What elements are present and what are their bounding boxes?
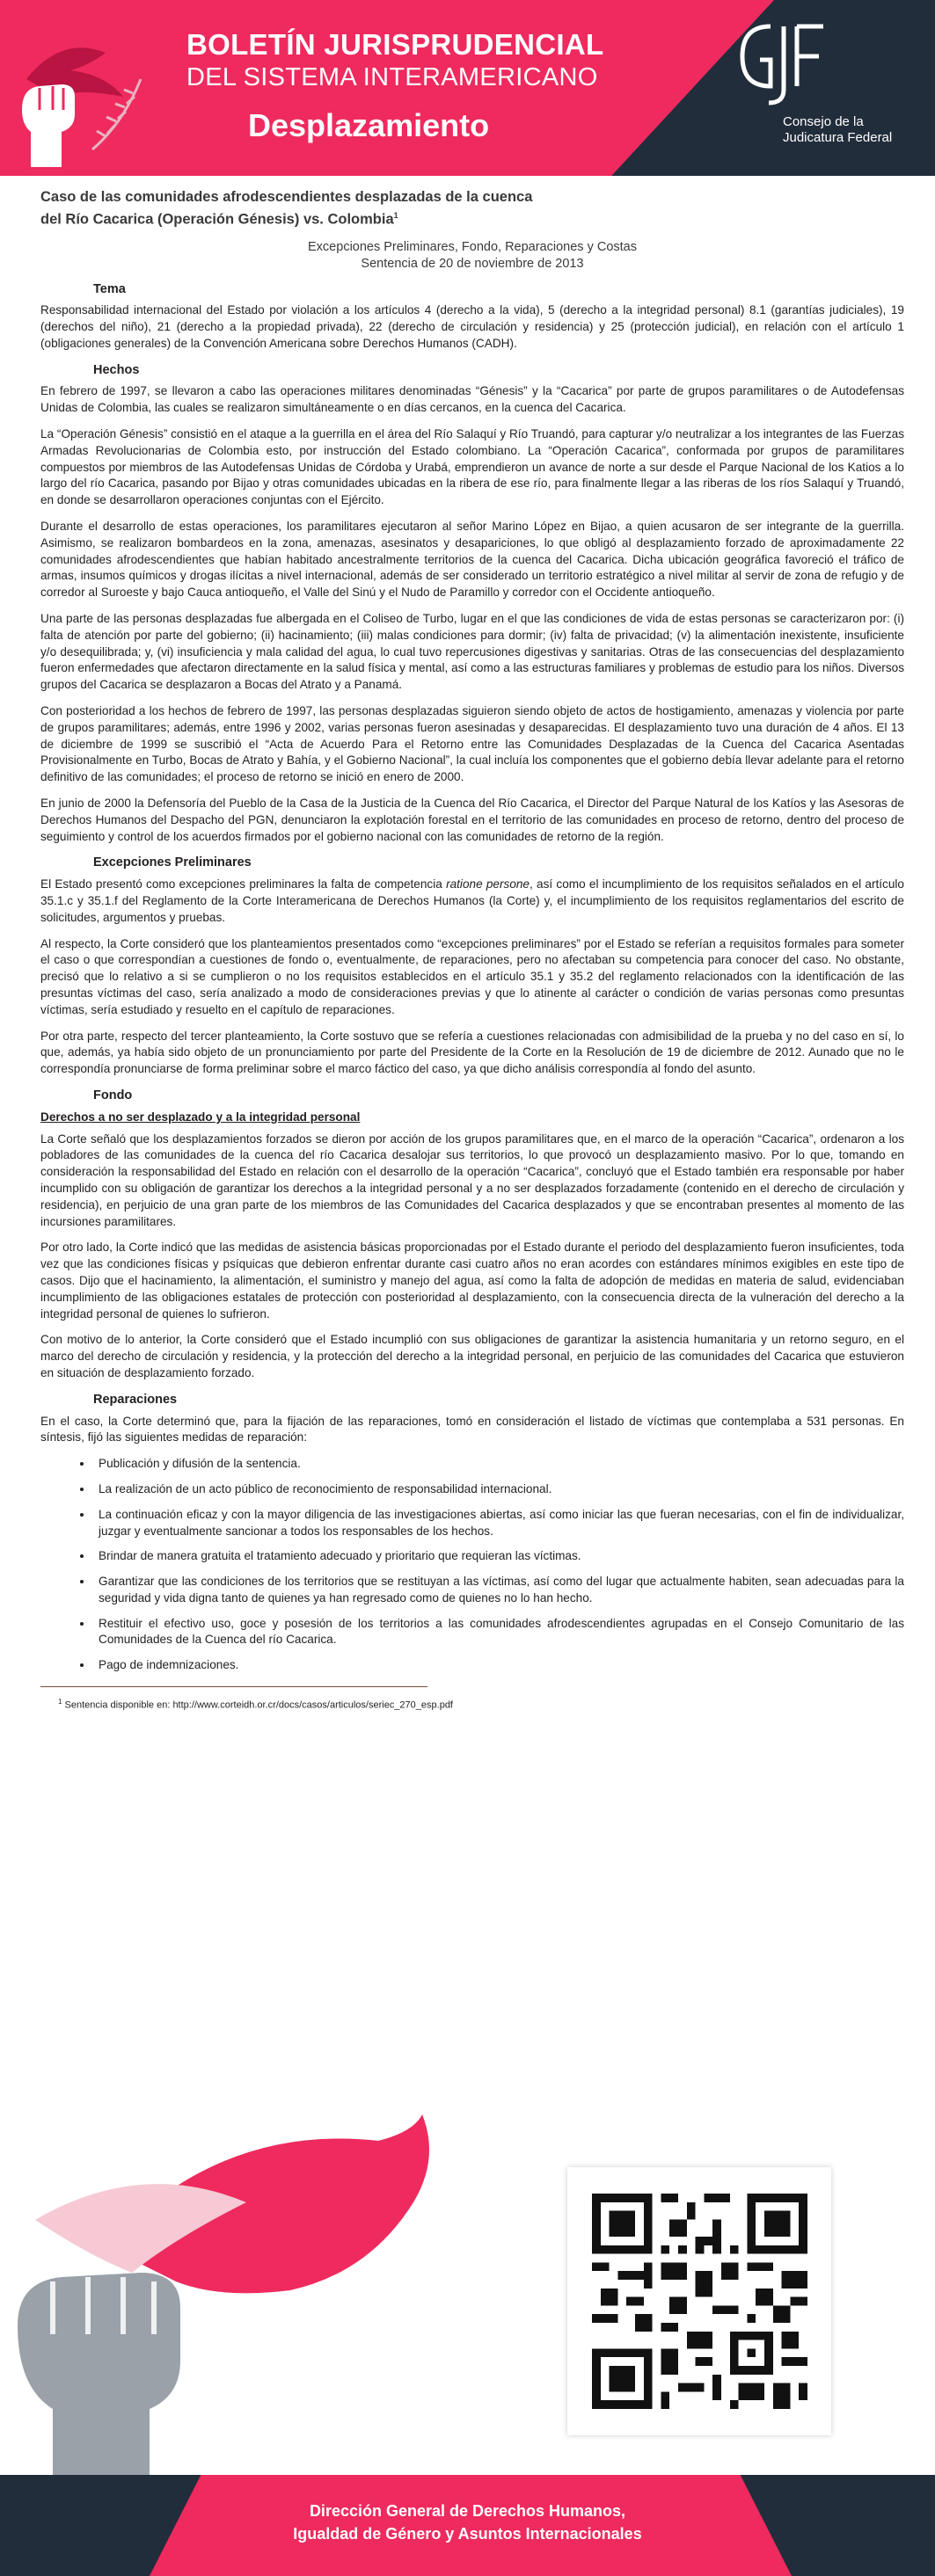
paragraph-hechos-2: La “Operación Génesis” consistió en el ataque a la guerrilla en el área del Río Salaquí y Río Truandó, para capturar y/o neutralizar a los integrantes de las Fuerzas Armadas Revolucionarias de Colombia esto, por instrucción del Estado colombiano. La “Operación Cacarica”, conformada por grupos de paramilitares compuestos por miembros de las Autodefensas Unidas de Córdoba y Urabá, emprendieron un avance de norte a sur desde el Parque Nacional de los Katios a lo largo del río Cacarica, pasando por Bijao y otras comunidades ubicadas en la ribera de ese río, para finalmente llegar a las riberas de los ríos Salaquí y Truandó, en donde se desarrollaron operaciones conjuntas con el Ejército. xyxy=(40,427,904,507)
fist-dove-icon xyxy=(9,26,176,167)
excepciones-1-italic: ratione persone xyxy=(446,877,530,891)
section-heading-fondo: Fondo xyxy=(93,1088,133,1102)
section-heading-hechos: Hechos xyxy=(93,362,140,377)
section-heading-excepciones: Excepciones Preliminares xyxy=(93,855,252,870)
fondo-subheading: Derechos a no ser desplazado y a la integridad personal xyxy=(40,1110,361,1124)
list-item: • Garantizar que las condiciones de los territorios que se restituyan a las víctimas, así como del lugar que actualmente habiten, sean adecuadas para la seguridad y vida digna tanto de quienes ya han regresado como de quienes no lo han hecho. xyxy=(93,1574,904,1607)
paragraph-fondo-3: Con motivo de lo anterior, la Corte consideró que el Estado incumplió con sus obligaciones de garantizar la asistencia humanitaria y un retorno seguro, en el marco del derecho de circulación y residencia, y la protección del derecho a la integridad personal, en perjuicio de las comunidades del Cacarica que estuvieron en situación de desplazamiento forzado. xyxy=(40,1333,904,1379)
paragraph-excepciones-1 xyxy=(40,877,904,926)
footnote-text[interactable]: Sentencia disponible en: http://www.corteidh.or.cr/docs/casos/articulos/seriec_270_esp.pdf xyxy=(64,1699,453,1711)
case-title xyxy=(40,188,904,229)
paragraph-hechos-1: En febrero de 1997, se llevaron a cabo las operaciones militares denominadas “Génesis” y la “Cacarica” por parte de grupos paramilitares o de Autodefensas Unidas de Colombia, las cuales se realizaron simultáneamente o en días cercanos, en la cuenca del Cacarica. xyxy=(40,384,904,415)
footnote-divider xyxy=(40,1686,427,1687)
paragraph-excepciones-3: Por otra parte, respecto del tercer planteamiento, la Corte sostuvo que se refería a cuestiones relacionadas con admisibilidad de la prueba y no del caso en sí, lo que, además, ya había sido objeto de un pronunciamiento por parte del Presidente de la Corte en la Resolución de 19 de diciembre de 2012. Aunado que no le correspondía pronunciarse de forma preliminar sobre el marco fáctico del caso, ya que dicho análisis correspondía al fondo del asunto. xyxy=(40,1029,904,1076)
list-item: • La realización de un acto público de reconocimiento de responsabilidad internacional. xyxy=(93,1481,904,1498)
qr-code-icon[interactable] xyxy=(592,2194,807,2409)
case-subtitle-line-2: Sentencia de 20 de noviembre de 2013 xyxy=(361,256,584,271)
cjf-logo-text xyxy=(783,114,915,146)
case-title-line-2: del Río Cacarica (Operación Génesis) vs. Colombia xyxy=(40,211,394,228)
list-item: • Brindar de manera gratuita el tratamiento adecuado y prioritario que requieran las víctimas. xyxy=(93,1548,904,1565)
paragraph-tema: Responsabilidad internacional del Estado por violación a los artículos 4 (derecho a la vida), 5 (derecho a la integridad personal) 8.1 (garantías judiciales), 19 (derechos del niño), 21 (derecho a la propiedad privada), 22 (derecho de circulación y residencia) y 25 (protección judicial), en relación con el artículo 1 (obligaciones generales) de la Convención Americana sobre Derechos Humanos (CADH). xyxy=(40,303,904,350)
footnote xyxy=(58,1694,904,1714)
paragraph-hechos-4: Una parte de las personas desplazadas fue albergada en el Coliseo de Turbo, lugar en el que las condiciones de vida de estas personas se caracterizaron por: (i) falta de atención por parte del gobierno; (ii) hacinamiento; (iii) malas condiciones para dormir; (iv) falta de privacidad; (v) la alimentación inexistente, insuficiente y/o desequilibrada; y, (vi) insuficiencia y mala calidad del agua, lo cual tuvo repercusiones digestivas y sanitarias. Otras de las consecuencias del desplazamiento fueron enfermedades que afectaron directamente en la salud física y mental, así como a las estructuras familiares y problemas de estudio para los niños. Diversos grupos del Cacarica se desplazaron a Bocas del Atrato y a Panamá. xyxy=(40,612,904,692)
logo-text-line-2: Judicatura Federal xyxy=(783,130,893,145)
footer-banner xyxy=(0,2475,935,2576)
case-subtitle-line-1: Excepciones Preliminares, Fondo, Reparaciones y Costas xyxy=(308,239,637,254)
excepciones-1-part-a: El Estado presentó como excepciones preliminares la falta de competencia xyxy=(40,877,447,891)
list-item: • Restituir el efectivo uso, goce y posesión de los territorios a las comunidades afrodescendientes agrupadas en el Consejo Comunitario de las Comunidades de la Cuenca del río Cacarica. xyxy=(93,1616,904,1649)
excepciones-1-part-b: , así como el incumplimiento de los requisitos señalados en el artículo 35.1.c y 35.1.f del Reglamento de la Corte Interamericana de Derechos Humanos (la Corte) y, el incumplimiento de los requisitos reglamentarios del escrito de solicitudes, argumentos y pruebas. xyxy=(40,877,904,924)
footnote-ref: 1 xyxy=(393,211,398,220)
footer-line-1: Dirección General de Derechos Humanos, xyxy=(309,2502,626,2520)
qr-code-card xyxy=(567,2167,831,2435)
section-heading-reparaciones: Reparaciones xyxy=(93,1392,178,1407)
paragraph-fondo-1: La Corte señaló que los desplazamientos forzados se dieron por acción de los grupos paramilitares que, en el marco de la operación “Cacarica”, ordenaron a los pobladores de las comunidades de la cuenca del río Cacarica desalojar sus territorios, lo que provocó un desplazamiento masivo. Por lo que, tomando en consideración la responsabilidad del Estado en relación con el desarrollo de la operación “Cacarica”, concluyó que el Estado también era responsable por haber incumplido con su obligación de garantizar los derechos a la integridad personal y a no ser desplazados forzadamente (contenido en el derecho de circulación y residencia), en perjuicio de una gran parte de los miembros de las Comunidades del Cacarica desplazados y que se encontraban presentes al momento de las incursiones paramilitares. xyxy=(40,1132,904,1228)
bulletin-title: BOLETÍN JURISPRUDENCIAL xyxy=(186,28,604,61)
bulletin-subtitle: DEL SISTEMA INTERAMERICANO xyxy=(186,63,598,91)
header-banner xyxy=(0,0,935,176)
case-title-line-1: Caso de las comunidades afrodescendientes desplazadas de la cuenca xyxy=(40,189,533,205)
case-subtitle xyxy=(40,239,904,273)
paragraph-excepciones-2: Al respecto, la Corte consideró que los planteamientos presentados como “excepciones preliminares” por el Estado se referían a requisitos formales para someter el caso o que correspondían a cuestiones de fondo o, eventualmente, de reparaciones, pero no afectaban su competencia para conocer del caso. No obstante, precisó que lo relativo a si se cumplieron o no los requisitos establecidos en el artículo 35.1 y 35.2 del reglamento relacionados con la identificación de las presuntas víctimas del caso, sería analizado a modo de consideraciones previas y que lo atinente al carácter o condición de varias personas como presuntas víctimas, sería estudiado y resuelto en el capítulo de reparaciones. xyxy=(40,936,904,1016)
paragraph-fondo-2: Por otro lado, la Corte indicó que las medidas de asistencia básicas proporcionadas por el Estado durante el periodo del desplazamiento fueron insuficientes, toda vez que las condiciones físicas y psíquicas que debieron enfrentar durante casi cuatro años no eran acordes con estándares mínimos exigibles en este tipo de casos. Dijo que el hacinamiento, la alimentación, el suministro y manejo del agua, así como la falta de adopción de medidas en materia de salud, evidenciaban incumplimiento de las obligaciones estatales de protección con posterioridad al desplazamiento, con la consecuencia directa de la vulneración del derecho a la integridad personal de quienes lo sufrieron. xyxy=(40,1241,904,1321)
document-body xyxy=(40,188,904,1714)
list-item: • Publicación y difusión de la sentencia. xyxy=(93,1456,904,1473)
paragraph-hechos-6: En junio de 2000 la Defensoría del Pueblo de la Casa de la Justicia de la Cuenca del Río Cacarica, el Director del Parque Natural de los Katíos y las Asesoras de Derechos Humanos del Despacho del PGN, denunciaron la explotación forestal en el territorio de las comunidades en proceso de retorno, dentro del proceso de seguimiento y control de los acuerdos firmados por el gobierno nacional con las comunidades de retorno de la región. xyxy=(40,797,904,843)
paragraph-hechos-3: Durante el desarrollo de estas operaciones, los paramilitares ejecutaron al señor Marino López en Bijao, a quien acusaron de ser integrante de la guerrilla. Asimismo, se realizaron bombardeos en la zona, amenazas, asesinatos y desapariciones, lo que obligó al desplazamiento forzado de aproximadamente 22 comunidades afrodescendientes que habían habitado ancestralmente territorios de la cuenca del Cacarica. Dicha ubicación geográfica favoreció el tráfico de armas, insumos químicos y drogas ilícitas a nivel internacional, además de ser considerado un territorio estratégico a nivel militar al servir de zona de refugio y de corredor al Suroeste y bajo Cauca antioqueño, el Valle del Sinú y el Nudo de Paramillo y corredor con el Occidente antioqueño. xyxy=(40,520,904,600)
list-item: • La continuación eficaz y con la mayor diligencia de las investigaciones abiertas, así como iniciar las que fueran necesarias, con el fin de individualizar, juzgar y eventualmente sancionar a todos los responsables de los hechos. xyxy=(93,1507,904,1540)
footer-line-2: Igualdad de Género y Asuntos Internacionales xyxy=(293,2525,642,2543)
cjf-logo-icon xyxy=(735,19,832,107)
logo-text-line-1: Consejo de la xyxy=(783,114,864,129)
paragraph-hechos-5: Con posterioridad a los hechos de febrero de 1997, las personas desplazadas siguieron siendo objeto de actos de hostigamiento, amenazas y violencia por parte de grupos paramilitares; además, entre 1996 y 2002, varias personas fueron asesinadas y desaparecidas. El desplazamiento tuvo una duración de 4 años. El 13 de diciembre de 1999 se suscribió el “Acta de Acuerdo Para el Retorno entre las Comunidades Desplazadas de la Cuenca del Cacarica Asentadas Provisionalmente en Turbo, Bocas de Atrato y Bahía, y el Gobierno Nacional”, la cual incluía los componentes que el gobierno debía llevar adelante para el retorno definitivo de las comunidades; el proceso de retorno se inició en enero de 2000. xyxy=(40,704,904,784)
fist-dove-illustration-icon xyxy=(0,2106,545,2475)
bulletin-theme: Desplazamiento xyxy=(248,107,490,143)
section-heading-tema: Tema xyxy=(93,281,126,296)
list-item: • Pago de indemnizaciones. xyxy=(93,1657,904,1674)
reparaciones-list xyxy=(40,1456,904,1674)
footer-text xyxy=(0,2500,935,2545)
footnote-mark: 1 xyxy=(58,1698,62,1706)
paragraph-reparaciones-1: En el caso, la Corte determinó que, para la fijación de las reparaciones, tomó en consideración el listado de víctimas que contemplaba a 531 personas. En síntesis, fijó las siguientes medidas de reparación: xyxy=(40,1414,904,1444)
